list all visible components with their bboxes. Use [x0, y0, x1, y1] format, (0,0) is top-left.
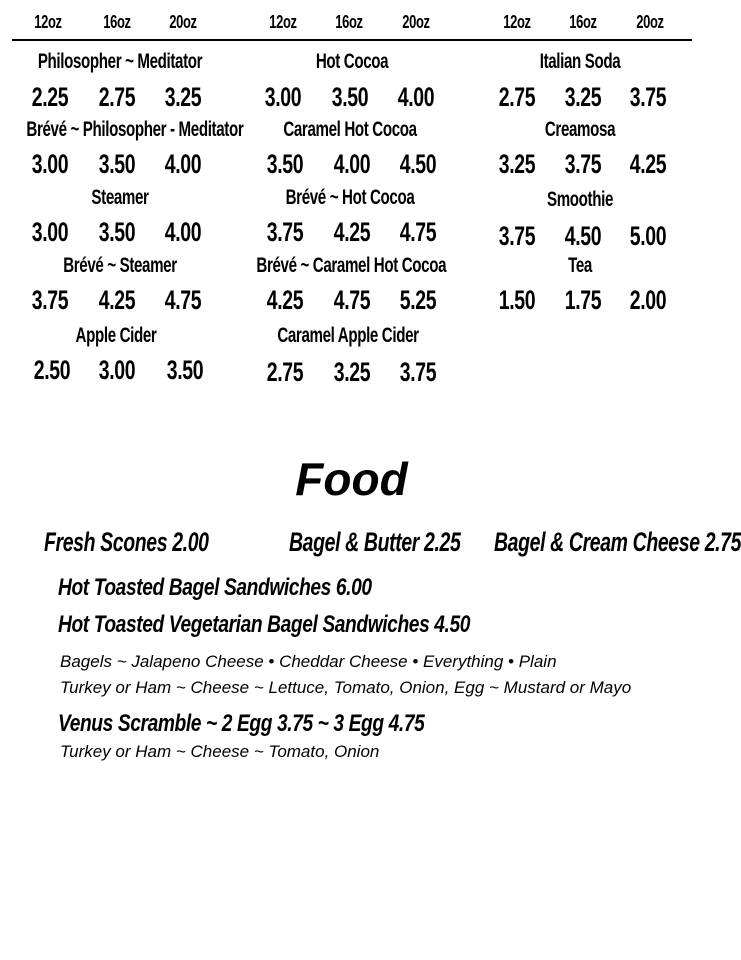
- size-header-20oz: 20oz: [402, 12, 430, 32]
- drink-name: Creamosa: [544, 118, 616, 141]
- drink-price: 2.25: [31, 82, 69, 112]
- drink-price: 4.25: [266, 285, 304, 315]
- drink-name: Brévé ~ Hot Cocoa: [285, 186, 415, 209]
- drink-price: 4.25: [98, 285, 136, 315]
- size-header-16oz: 16oz: [335, 12, 363, 32]
- drink-name: Tea: [568, 254, 592, 277]
- food-item-hot-toasted-vegetarian: Hot Toasted Vegetarian Bagel Sandwiches 4.50: [58, 611, 471, 638]
- drink-price: 3.75: [399, 357, 437, 387]
- drink-price: 3.00: [31, 217, 69, 247]
- drink-price: 3.50: [166, 355, 204, 385]
- drink-price: 3.50: [331, 82, 369, 112]
- drink-name: Caramel Hot Cocoa: [283, 118, 417, 141]
- food-item-scones: Fresh Scones 2.00: [44, 527, 209, 557]
- drink-price: 2.00: [629, 285, 667, 315]
- drink-price: 1.75: [564, 285, 602, 315]
- drink-price: 3.75: [564, 149, 602, 179]
- size-header-20oz: 20oz: [636, 12, 664, 32]
- drink-price: 2.75: [98, 82, 136, 112]
- drink-price: 3.75: [498, 221, 536, 251]
- food-section-title: Food: [295, 453, 408, 505]
- drink-price: 4.75: [333, 285, 371, 315]
- drink-price: 3.25: [333, 357, 371, 387]
- drink-name: Brévé ~ Steamer: [63, 254, 177, 277]
- drink-price: 4.00: [333, 149, 371, 179]
- size-header-12oz: 12oz: [503, 12, 531, 32]
- drink-name: Italian Soda: [539, 50, 621, 73]
- drink-price: 2.75: [266, 357, 304, 387]
- drink-name: Philosopher ~ Meditator: [37, 50, 203, 73]
- food-sandwich-fillings: Turkey or Ham ~ Cheese ~ Lettuce, Tomato, Onion, Egg ~ Mustard or Mayo: [60, 678, 632, 697]
- drink-price: 3.75: [266, 217, 304, 247]
- size-header-16oz: 16oz: [569, 12, 597, 32]
- drink-name: Brévé ~ Caramel Hot Cocoa: [256, 254, 447, 277]
- size-header-20oz: 20oz: [169, 12, 197, 32]
- food-item-bagel-butter: Bagel & Butter 2.25: [289, 527, 461, 557]
- food-bagel-options: Bagels ~ Jalapeno Cheese • Cheddar Cheese • Everything • Plain: [60, 652, 557, 671]
- size-header-12oz: 12oz: [34, 12, 62, 32]
- food-item-bagel-cream-cheese: Bagel & Cream Cheese 2.75: [494, 527, 741, 557]
- drink-price: 3.00: [264, 82, 302, 112]
- drink-name: Caramel Apple Cider: [277, 324, 419, 347]
- size-header-16oz: 16oz: [103, 12, 131, 32]
- drink-price: 4.25: [629, 149, 667, 179]
- drink-name: Hot Cocoa: [315, 50, 389, 73]
- drink-price: 1.50: [498, 285, 536, 315]
- drink-price: 3.50: [266, 149, 304, 179]
- drink-price: 4.75: [399, 217, 437, 247]
- drink-price: 4.50: [564, 221, 602, 251]
- drink-price: 3.25: [498, 149, 536, 179]
- drink-price: 3.25: [564, 82, 602, 112]
- drink-name: Brévé ~ Philosopher - Meditator: [26, 118, 244, 141]
- drink-price: 3.00: [98, 355, 136, 385]
- drink-name: Apple Cider: [75, 324, 157, 347]
- header-divider: [12, 39, 692, 41]
- drink-name: Steamer: [91, 186, 149, 209]
- drink-price: 4.75: [164, 285, 202, 315]
- drink-price: 3.00: [31, 149, 69, 179]
- size-header-12oz: 12oz: [269, 12, 297, 32]
- drink-price: 4.00: [164, 149, 202, 179]
- food-item-venus-scramble: Venus Scramble ~ 2 Egg 3.75 ~ 3 Egg 4.75: [58, 710, 425, 737]
- drink-price: 4.50: [399, 149, 437, 179]
- food-item-hot-toasted-bagel: Hot Toasted Bagel Sandwiches 6.00: [58, 574, 372, 601]
- drink-price: 5.00: [629, 221, 667, 251]
- drink-price: 3.75: [31, 285, 69, 315]
- drink-price: 4.00: [164, 217, 202, 247]
- drink-name: Smoothie: [546, 188, 613, 211]
- drink-price: 3.25: [164, 82, 202, 112]
- drink-price: 3.75: [629, 82, 667, 112]
- drink-price: 2.50: [33, 355, 71, 385]
- drink-price: 5.25: [399, 285, 437, 315]
- drink-price: 2.75: [498, 82, 536, 112]
- drink-price: 4.25: [333, 217, 371, 247]
- drink-price: 3.50: [98, 149, 136, 179]
- food-venus-scramble-detail: Turkey or Ham ~ Cheese ~ Tomato, Onion: [60, 742, 380, 761]
- drink-price: 3.50: [98, 217, 136, 247]
- drink-price: 4.00: [397, 82, 435, 112]
